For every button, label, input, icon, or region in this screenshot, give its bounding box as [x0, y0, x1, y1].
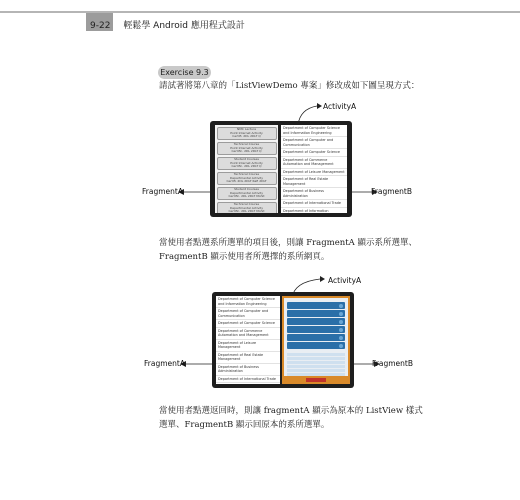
fig2-menu-row[interactable]: [287, 302, 345, 309]
running-header: [90, 18, 255, 31]
fig1-button-1[interactable]: Technical Course Point Internet Activity Certific. 2DL 2DLT Q: [217, 142, 277, 155]
fig1-list-item[interactable]: Department of Leisure Management: [281, 169, 347, 177]
fig2-list-item[interactable]: Department of Computer and Communication: [216, 308, 280, 320]
fig2-fragment-b-panel: [282, 296, 350, 384]
figure-1: [142, 95, 450, 230]
fig2-fragment-a-label: FragmentA: [144, 359, 185, 368]
fig2-fragment-b-label: FragmentB: [372, 359, 413, 368]
fig2-link-row[interactable]: [287, 353, 345, 356]
fig1-button-4[interactable]: Student Courses Departmental Activity Certific. 2DL 2DLT Mohit: [217, 187, 277, 200]
fig2-fragment-a-panel: [216, 296, 280, 384]
fig2-list-item[interactable]: Department of Business Administration: [216, 364, 280, 376]
fig1-list-item[interactable]: Department of Commerce Automation and Management: [281, 157, 347, 169]
fig2-menu-row[interactable]: [287, 342, 345, 349]
book-title: 輕鬆學 Android 應用程式設計: [123, 21, 245, 31]
fig1-tablet-frame: [210, 121, 352, 217]
fig2-link-row[interactable]: [287, 373, 345, 376]
exercise-para2-line1: 當使用者點選系所選單的項目後，則讓 FragmentA 顯示系所選單、: [159, 238, 417, 248]
fig2-list-item[interactable]: Department of Real Estate Management: [216, 352, 280, 364]
fig2-link-row[interactable]: [287, 369, 345, 372]
fig2-list-item[interactable]: Department of Computer Science and Information Engineering: [216, 296, 280, 308]
fig1-button-3[interactable]: Technical Course Departmental Activity Certifi. 2DL 2DLT Rafi 2DLT: [217, 172, 277, 185]
fig1-list-item[interactable]: Department of Business Administration: [281, 188, 347, 200]
fig2-list-item[interactable]: Department of International Trade: [216, 376, 280, 384]
fig2-web-page: [284, 298, 348, 376]
fig2-tablet-frame: [212, 292, 354, 388]
fig1-button-5[interactable]: Technical Course Departmental Activity Certific. 2DL 2DLT Mohit: [217, 202, 277, 213]
fig1-list-item[interactable]: Department of Information: [281, 208, 347, 214]
figure-2: [144, 270, 450, 395]
fig2-link-row[interactable]: [287, 357, 345, 360]
fig2-menu-row[interactable]: [287, 318, 345, 325]
fig2-list-item[interactable]: [216, 383, 280, 384]
fig2-menu-row[interactable]: [287, 326, 345, 333]
fig1-activity-label: ActivityA: [323, 102, 357, 111]
fig2-menu-row[interactable]: [287, 310, 345, 317]
page-number: 9-22: [90, 21, 111, 31]
exercise-para2-line2: FragmentB 顯示使用者所選擇的系所網頁。: [159, 252, 330, 262]
fig1-fragment-a-panel: [215, 125, 278, 213]
fig2-menu-row[interactable]: [287, 334, 345, 341]
fig2-list-item[interactable]: Department of Commerce Automation and Management: [216, 328, 280, 340]
exercise-para3-line1: 當使用者點選返回時，則讓 fragmentA 顯示為原本的 ListView 樣式: [159, 406, 423, 416]
fig2-list-item[interactable]: Department of Computer Science: [216, 320, 280, 328]
fig1-fragment-a-label: FragmentA: [142, 187, 183, 196]
fig1-list-item[interactable]: Department of Computer Science and Information Engineering: [281, 125, 347, 137]
exercise-label: Exercise 9.3: [158, 66, 211, 79]
fig1-list-item[interactable]: Department of International Trade: [281, 200, 347, 208]
fig2-list-item[interactable]: Department of Leisure Management: [216, 340, 280, 352]
fig1-button-0[interactable]: NMC Lecture Point Internet Activity Certifi. 2DL 2DLT Q: [217, 127, 277, 140]
fig2-link-row[interactable]: [287, 361, 345, 364]
exercise-intro: 請試著將第八章的「ListViewDemo 專案」修改成如下圖呈現方式：: [159, 81, 420, 91]
fig1-list-item[interactable]: Department of Real Estate Management: [281, 176, 347, 188]
fig2-footer-badge: [306, 378, 326, 382]
fig1-list-item[interactable]: Department of Computer Science: [281, 149, 347, 157]
header-rule: [0, 11, 520, 13]
exercise-para3-line2: 選單、FragmentB 顯示回原本的系所選單。: [159, 420, 330, 430]
fig1-list-item[interactable]: Department of Computer and Communication: [281, 137, 347, 149]
fig1-button-2[interactable]: Student Courses Point Internet Activity Certific. 2DL 2DLT Q: [217, 157, 277, 170]
fig2-activity-label: ActivityA: [328, 276, 362, 285]
fig2-link-row[interactable]: [287, 365, 345, 368]
fig1-fragment-b-panel: [281, 125, 347, 213]
fig1-fragment-b-label: FragmentB: [371, 187, 412, 196]
